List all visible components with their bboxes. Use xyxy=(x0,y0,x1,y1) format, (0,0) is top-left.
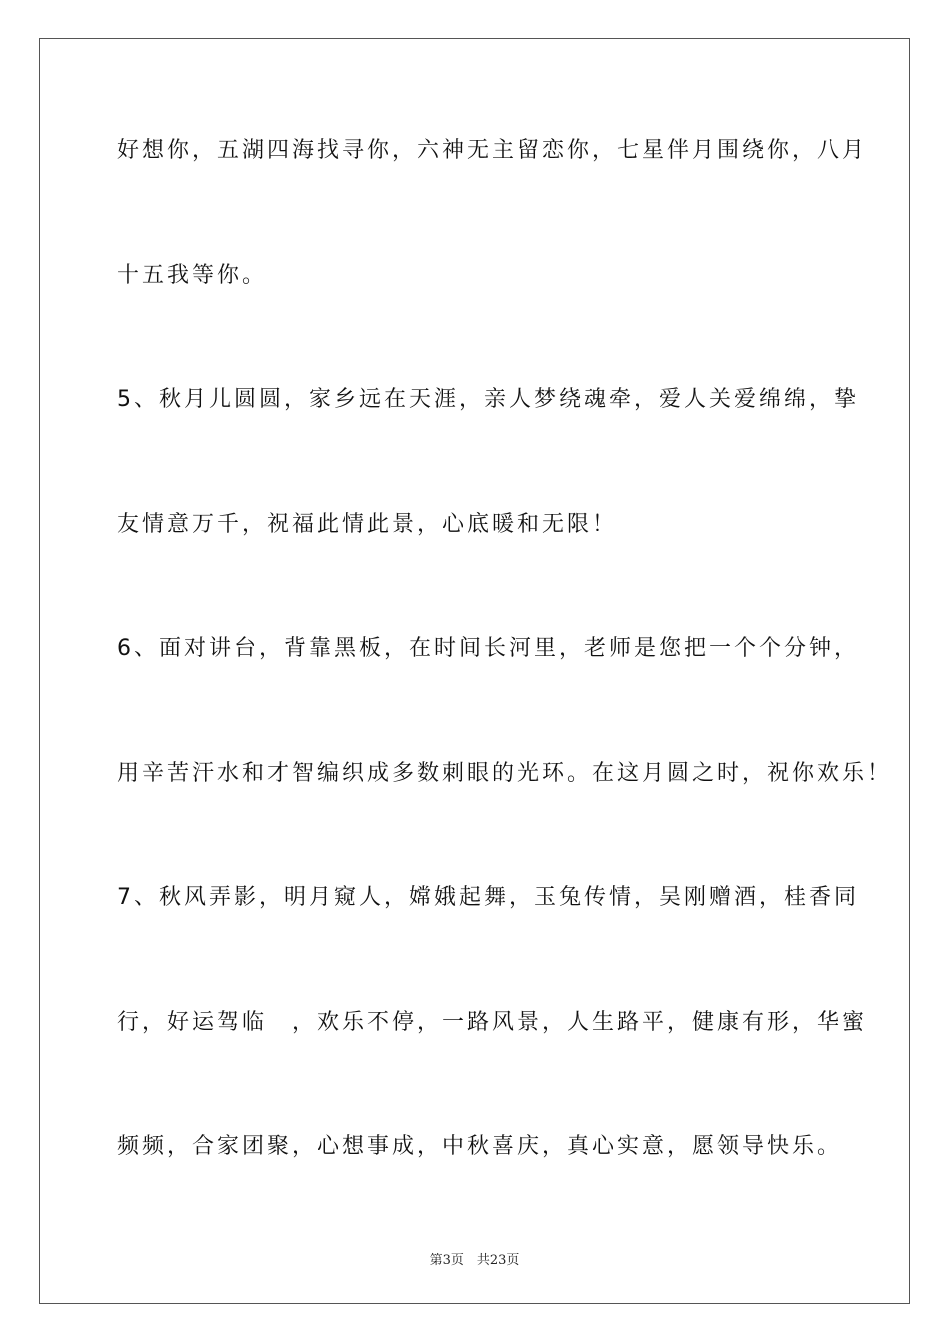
page-number: 第3页 共23页 xyxy=(429,1253,520,1268)
text-line: 6、面对讲台，背靠黑板，在时间长河里，老师是您把一个个分钟， xyxy=(117,636,859,661)
text-line: 频频，合家团聚，心想事成，中秋喜庆，真心实意，愿领导快乐。 xyxy=(117,1134,843,1159)
document-page xyxy=(39,38,910,1304)
text-line: 行，好运驾临 ，欢乐不停，一路风景，人生路平，健康有形，华蜜 xyxy=(117,1010,868,1035)
text-line: 5、秋月儿圆圆，家乡远在天涯，亲人梦绕魂牵，爱人关爱绵绵，挚 xyxy=(117,387,859,412)
text-line: 用辛苦汗水和才智编织成多数刺眼的光环。在这月圆之时，祝你欢乐！ xyxy=(117,761,893,786)
text-line: 7、秋风弄影，明月窥人，嫦娥起舞，玉兔传情，吴刚赠酒，桂香同 xyxy=(117,885,859,910)
text-line: 十五我等你。 xyxy=(117,263,268,288)
text-line: 友情意万千，祝福此情此景，心底暖和无限！ xyxy=(117,512,618,537)
text-line: 好想你，五湖四海找寻你，六神无主留恋你，七星伴月围绕你，八月 xyxy=(117,138,868,163)
